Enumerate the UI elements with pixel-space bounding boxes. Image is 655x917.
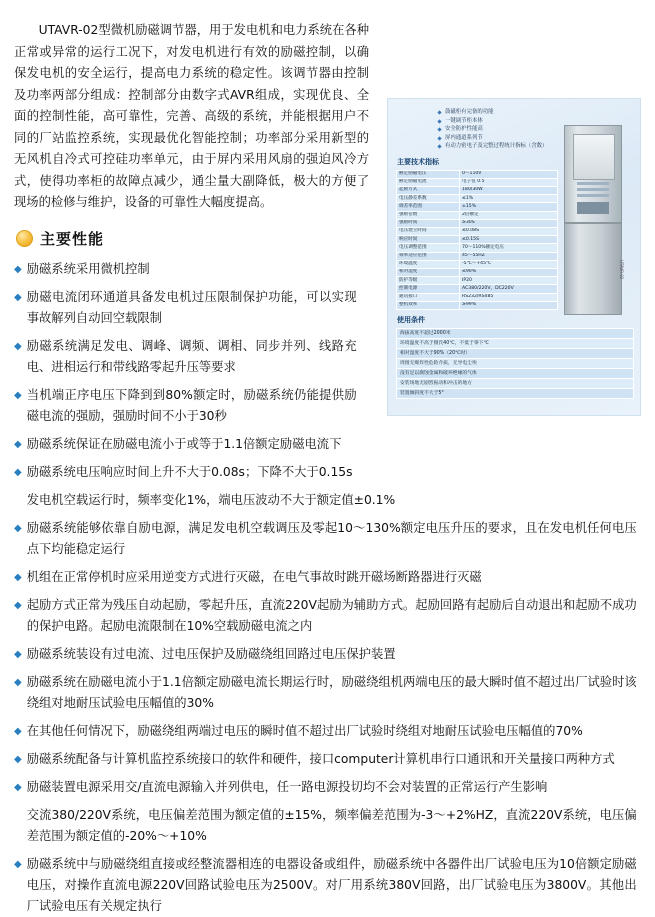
list-item: ◆ 励磁电流闭环通道具备发电机过压限制保护功能，可以实现事故解列自动回空载限制 [14, 287, 641, 329]
table-row: 调差率范围 ±15% [397, 203, 558, 211]
table-row: 额定励磁电压 0～110V [397, 170, 558, 178]
list-item: ◆ 励磁系统满足发电、调峰、调频、调相、同步并列、线路充电、进相运行和带线路零起升压等要求 [14, 336, 641, 378]
table-row: 电压调整范围 70～110%额定电压 [397, 244, 558, 252]
table-row: 防护等级 IP20 [397, 277, 558, 285]
diamond-icon: ◆ [14, 648, 22, 660]
cabinet-door [573, 134, 615, 180]
cabinet-panel-row [577, 202, 609, 214]
list-item: ◆ 励磁系统保证在励磁电流小于或等于1.1倍额定励磁电流下 [14, 434, 641, 455]
list-item: ◆ 励磁系统电压响应时间上升不大于0.08s；下降不大于0.15s [14, 462, 641, 483]
table-row: 海拔高度不超过2000米 [397, 328, 634, 338]
table-row: 没有足以腐蚀金属和破坏绝缘的气体 [397, 368, 634, 378]
product-spec-panel [387, 98, 641, 416]
list-item: ◆ 励磁系统能够依靠自励电源，满足发电机空载调压及零起10～130%额定电压升压的要求，且在发电机任何电压点下均能稳定运行 [14, 518, 641, 560]
cabinet-lower-body [564, 223, 622, 315]
list-item: 一键调节柜本体 [438, 117, 632, 126]
cabinet-upper-body [564, 125, 622, 223]
list-item: ◆ 励磁系统中与励磁绕组直接或经整流器相连的电器设备或组件，励磁系统中各器件出厂试验电压为10倍额定励磁电压，对操作直流电源220V回路试验电压为2500V。对厂用系统380V回路，出厂试验电压为3800V。其他出厂试验电压有关规定执行 [14, 854, 641, 917]
spec-table [396, 170, 558, 310]
table-row: 环境温度不高于摄氏40℃，不低于零下℃ [397, 338, 634, 348]
diamond-icon: ◆ [14, 753, 22, 765]
list-item: 发电机空载运行时，频率变化1%，端电压波动不大于额定值±0.1% [26, 492, 396, 507]
diamond-icon: ◆ [14, 858, 22, 870]
list-item: 鼓磁柜有完备的功能 [438, 108, 632, 117]
cabinet-side-label: UTAVR-02 [619, 259, 624, 279]
feature-list-wide [14, 490, 641, 917]
diamond-icon: ◆ [14, 340, 22, 352]
list-item: 安全防护性能高 [438, 125, 632, 134]
table-row: 控制电源 AC380/220V、DC220V [397, 285, 558, 293]
table-row: 相对湿度 ≤90% [397, 268, 558, 276]
table-row: 安装场地无剧烈振动和冲击的地方 [397, 378, 634, 388]
diamond-icon: ◆ [14, 781, 22, 793]
diamond-icon: ◆ [14, 438, 22, 450]
section-title: 主要性能 [40, 229, 105, 248]
list-item: 屏内通道系列节 [438, 134, 632, 143]
table-row: 周围无爆炸性危险介质，无导电尘埃 [397, 358, 634, 368]
list-item: ◆ 励磁系统采用微机控制 [14, 259, 641, 280]
intro-paragraph: UTAVR-02型微机励磁调节器，用于发电机和电力系统在各种正常或异常的运行工况下，对发电机进行有效的励磁控制，以确保发电机的安全运行，提高电力系统的稳定性。该调节器由控制及功率两部分组成：控制部分由数字式AVR组成，实现优良、全面的控制性能，高可靠性，完善、高级的系统，并能根据用户不同的厂站监控系统，实现最优化智能控制；功率部分采用新型的无风机自冷式可控硅功率单元，由于屏内采用风扇的强迫风冷方式，使得功率柜的故障点减少，通尘量大副降低，极大的方便了现场的检修与维护，设备的可靠性大幅度提高。 [14, 23, 369, 210]
diamond-icon: ◆ [14, 599, 22, 611]
list-item: ◆ 当机端正序电压下降到到80%额定时，励磁系统仍能提供励磁电流的强励，强励时间不小于30秒 [14, 385, 641, 427]
table-row: 强励时间 ≥30S [397, 219, 558, 227]
table-row: 装置倾斜度不大于5° [397, 388, 634, 398]
table-row: 通讯接口 RS232/RS485 [397, 293, 558, 301]
condition-table [396, 328, 634, 399]
diamond-icon: ◆ [14, 676, 22, 688]
list-item: ◆ 励磁系统装设有过电流、过电压保护及励磁绕组回路过电压保护装置 [14, 644, 641, 665]
diamond-icon: ◆ [14, 389, 22, 401]
table-row: 频率适应范围 45～55HZ [397, 252, 558, 260]
cabinet-photo [562, 125, 626, 313]
table-row: 电压建立时间 ≤0.08S [397, 227, 558, 235]
condition-table-title: 使用条件 [397, 315, 425, 324]
list-item: ◆ 励磁系统配备与计算机监控系统接口的软件和硬件，接口computer计算机串行口通讯和开关量接口两种方式 [14, 749, 641, 770]
list-item: ◆ 励磁装置电源采用交/直流电源输入并列供电，任一路电源投切均不会对装置的正常运行产生影响 [14, 777, 641, 798]
table-row: 环境温度 -5℃～+45℃ [397, 260, 558, 268]
list-item: ◆ 在其他任何情况下，励磁绕组两端过电压的瞬时值不超过出厂试验时绕组对地耐压试验电压幅值的70% [14, 721, 641, 742]
table-row: 相对湿度不大于90%（20℃时） [397, 348, 634, 358]
diamond-icon: ◆ [14, 725, 22, 737]
list-item: 有动力密电子及完整过程统计指标（含数） [438, 142, 632, 151]
orange-dot-icon [16, 230, 33, 247]
table-row: 起励方式 180/30W [397, 186, 558, 194]
list-item: ◆ 起励方式正常为残压自动起励，零起升压，直流220V起励为辅助方式。起励回路有起励后自动退出和起励不成功的保护电路。起励电流限制在10%空载励磁电流之内 [14, 595, 641, 637]
spec-table-title: 主要技术指标 [397, 157, 439, 166]
diamond-icon: ◆ [14, 291, 22, 303]
diamond-icon: ◆ [14, 571, 22, 583]
table-row: 电压静差系数 ≤1% [397, 195, 558, 203]
list-item: ◆ 机组在正常停机时应采用逆变方式进行灭磁，在电气事故时跳开磁场断路器进行灭磁 [14, 567, 641, 588]
diamond-icon: ◆ [14, 263, 22, 275]
diamond-icon: ◆ [14, 522, 22, 534]
diamond-icon: ◆ [14, 466, 22, 478]
list-item: 交流380/220V系统，电压偏差范围为额定值的±15%，频率偏差范围为-3～+2%HZ，直流220V系统，电压偏差范围为额定值的-20%～+10% [26, 807, 637, 843]
table-row: 强励倍数 2倍额定 [397, 211, 558, 219]
table-row: 额定励磁电流 电子仪 0.5 [397, 178, 558, 186]
cabinet-panel-row [577, 188, 609, 191]
table-row: 整机效率 ≥99% [397, 301, 558, 309]
table-row: 响应时间 ≤0.15S [397, 236, 558, 244]
cabinet-panel-row [577, 182, 609, 185]
cabinet-panel-row [577, 194, 609, 197]
list-item: ◆ 励磁系统在励磁电流小于1.1倍额定励磁电流长期运行时，励磁绕组机两端电压的最大瞬时值不超过出厂试验时该绕组对地耐压试验电压幅值的30% [14, 672, 641, 714]
